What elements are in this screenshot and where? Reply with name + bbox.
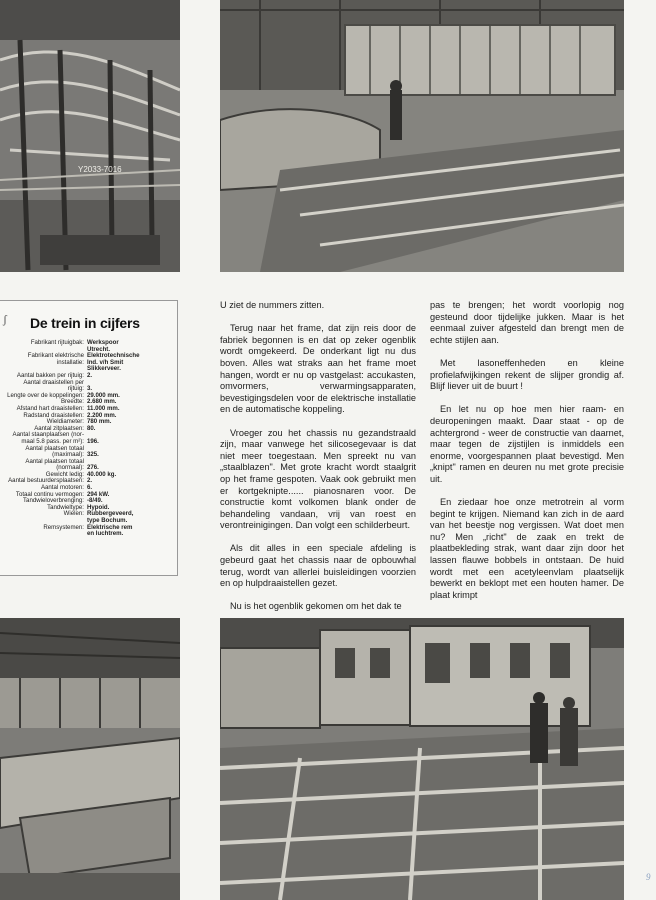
spec-value: Elektrotechnische (87, 352, 140, 360)
spec-label: Lengte over de koppelingen: (7, 391, 84, 399)
spec-label: Totaal continu vermogen: (15, 490, 84, 498)
spec-label: Tandwieltype: (47, 503, 84, 511)
spec-value: 294 kW. (87, 490, 110, 498)
spec-value: -8/49. (87, 497, 103, 505)
spec-value: 11.000 mm. (87, 404, 120, 412)
spec-value: Ind. v/h Smit (87, 358, 124, 366)
spec-value: 276. (87, 464, 99, 472)
article-paragraph: Terug naar het frame, dat zijn reis door de fabriek begonnen is en dat op zeker ogenblik wordt omgekeerd. De onderkant ligt nu dus boven. Alles wat straks aan het frame moet hangen, wordt er nu op vastgelast: accukasten, omvormers, verwarmingsapparaten, bevestigingsdelen voor de elektrische installatie en de automatische koppeling. (220, 323, 416, 415)
spec-value: 2.680 mm. (87, 398, 117, 406)
article-paragraph: Vroeger zou het chassis nu gezandstraald zijn, maar vanwege het silicosegevaar is dat niet meer toegestaan. Men spreekt nu van „staalblazen". Met grote kracht wordt staalgrit op het frame gespoten. Vaak ook gebruikt men er kortgeknipte...... pianosnaren voor. De constructie komt volkomen blank onder de behandeling vandaan, vrij van roest en verontreinigingen. Dan volgt een schilderbeurt. (220, 427, 416, 531)
article-paragraph: Nu is het ogenblik gekomen om het dak te (230, 601, 402, 612)
spec-row (6, 531, 173, 538)
spec-label: Wieldiameter: (46, 418, 84, 426)
photo-frame-sections (0, 618, 180, 900)
article-paragraph: En let nu op hoe men hier raam- en deuropeningen maakt. Daar staat - op de achtergrond - weer de constructie van daarnet, maar tegen de zijstijlen is inmiddels een enorme, voorgespannen plaat bevestigd. Men „knipt" ramen en deuren nu met grote precisie uit. (430, 404, 624, 484)
spec-label: (normaal): (56, 464, 84, 472)
spec-table (0, 300, 178, 576)
photo-carriage-bodies (220, 618, 624, 900)
spec-label: Remsystemen: (43, 523, 84, 531)
spec-rows (6, 340, 173, 538)
spec-value: 80. (87, 424, 96, 432)
spec-value: Slikkerveer. (87, 365, 121, 373)
spec-label: rijtuig: (67, 385, 84, 393)
spec-value: 780 mm. (87, 418, 112, 426)
spec-value: en luchtrem. (87, 530, 124, 538)
spec-label: Afstand hart draaistellen: (16, 404, 84, 412)
spec-value: type Bochum. (87, 517, 128, 525)
article-paragraph: Met lasoneffenheden en kleine profielafwijkingen rekent de slijper grondig af. Blijf liever uit de buurt ! (430, 357, 624, 392)
spec-label: Wielen: (63, 510, 84, 518)
spec-label: Gewicht ledig: (45, 470, 84, 478)
spec-label: Tandwieloverbrenging: (23, 497, 84, 505)
article-paragraph: pas te brengen; het wordt voorlopig nog gesteund door tijdelijke jukken. Maar is het eenmaal zuiver afgesteld dan brengt men de echte stijlen aan. (430, 300, 624, 345)
spec-value: 6. (87, 484, 93, 492)
photo-chalk-marking: Y2033-7016 (78, 165, 122, 174)
article-paragraph: Als dit alles in een speciale afdeling is gebeurd gaat het chassis naar de opbouwhal terug, wordt van allerlei buisleidingen voorzien en op hulpdraaistellen gezet. (220, 543, 416, 589)
page-number: 9 (646, 872, 651, 882)
spec-label: installatie: (56, 358, 84, 366)
spec-label: Aantal plaatsen totaal (25, 457, 84, 465)
photo-workshop-framework (0, 0, 180, 272)
spec-label: Aantal zitplaatsen: (34, 424, 84, 432)
article-paragraph: En ziedaar hoe onze metrotrein al vorm begint te krijgen. Niemand kan zich in de aard van het beestje nog vergissen. Wat doet men nu? Men „richt" de zaak en trekt de plaatbekleding strak, want daar zijn door het lassen flauwe bobbels in ontstaan. De huid wordt met een acetyleenvlam plaatselijk bewerkt en beklopt met een houten hamer. De plaat krimpt (430, 497, 624, 600)
spec-value: Hypoid. (87, 503, 110, 511)
spec-label: Aantal bakken per rijtuig: (16, 371, 84, 379)
spec-value (87, 380, 173, 387)
article-paragraph: U ziet de nummers zitten. (220, 300, 325, 310)
spec-value (87, 459, 173, 466)
spec-value: 2. (87, 477, 93, 485)
margin-mark: ʃ (3, 312, 7, 326)
spec-value: 2.200 mm. (87, 411, 117, 419)
spec-label: Aantal draaistellen per (23, 378, 84, 386)
spec-value: Elektrische rem (87, 523, 133, 531)
article-column-1 (220, 300, 416, 625)
spec-label: Fabrikant elektrische (27, 352, 84, 360)
spec-value: 40.000 kg. (87, 470, 117, 478)
spec-title: De trein in cijfers (30, 315, 140, 331)
spec-value: 29.000 mm. (87, 391, 120, 399)
spec-value: Utrecht. (87, 345, 111, 353)
spec-label: Aantal bestuurdersplaatsen: (8, 477, 84, 485)
spec-label: (maximaal): (52, 451, 84, 459)
spec-label: maal 5.8 pass. per m²): (21, 437, 84, 445)
spec-value: 196. (87, 437, 99, 445)
spec-label: Fabrikant rijtuigbak: (30, 339, 84, 346)
spec-label: Breedte: (60, 398, 84, 406)
photo-assembly-hall (220, 0, 624, 272)
spec-value: Werkspoor (87, 339, 119, 346)
article-column-2 (430, 300, 624, 613)
spec-value (87, 432, 173, 439)
spec-value: 3. (87, 385, 93, 393)
spec-label: Aantal staanplaatsen (nor- (12, 431, 84, 439)
spec-label (6, 531, 87, 538)
spec-label: Aantal motoren: (40, 484, 84, 492)
spec-value: 325. (87, 451, 99, 459)
spec-label: Aantal plaatsen totaal (25, 444, 84, 452)
spec-value: Rubbergeveerd, (87, 510, 134, 518)
spec-value (87, 446, 173, 453)
spec-label: Radstand draaistellen: (23, 411, 84, 419)
spec-value: 2. (87, 371, 93, 379)
